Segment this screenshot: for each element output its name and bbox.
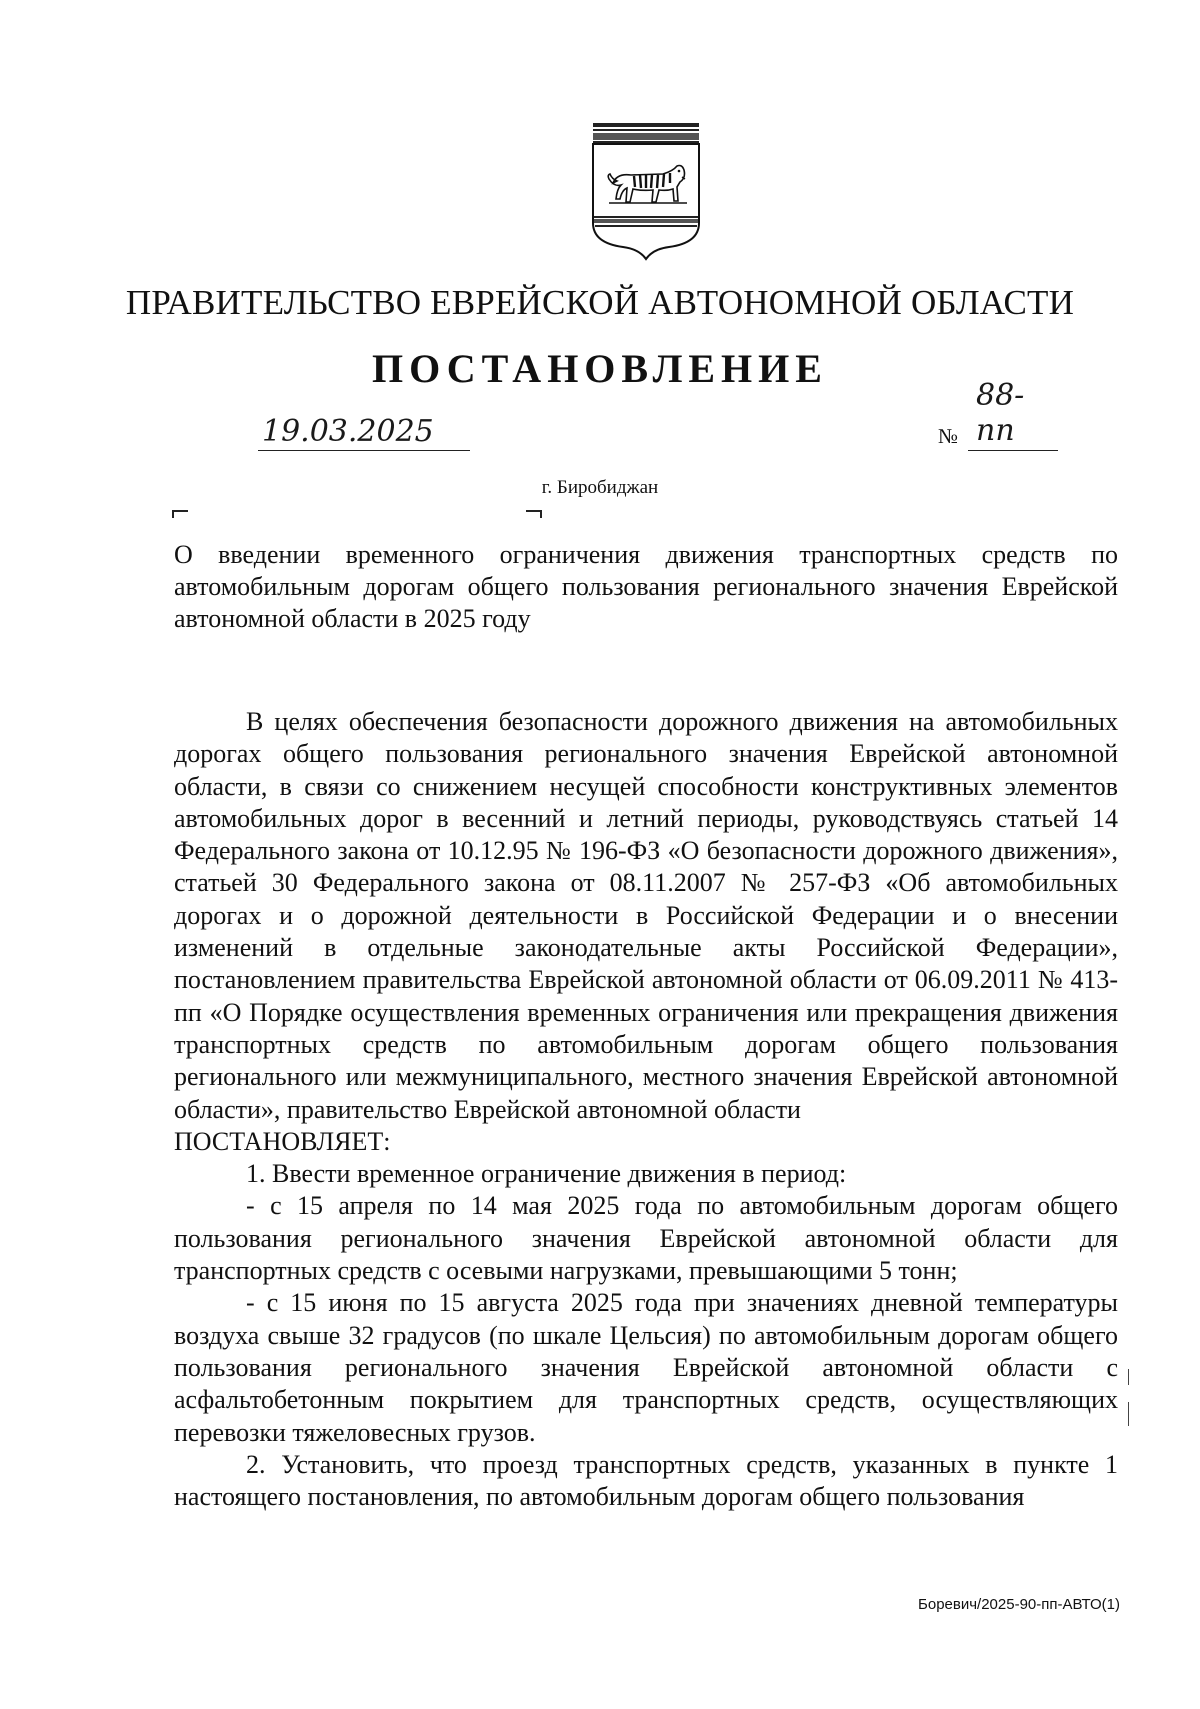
document-subject: О введении временного ограничения движения транспортных средств по автомобильным дорогам общего пользования регионального значения Еврейской автономной области в 2025 году (174, 540, 1118, 633)
organization-title: ПРАВИТЕЛЬСТВО ЕВРЕЙСКОЙ АВТОНОМНОЙ ОБЛАСТИ (125, 283, 1075, 322)
number-sign: № (938, 424, 959, 448)
item-1b-paragraph: - с 15 июня по 15 августа 2025 года при значениях дневной температуры воздуха свыше 32 градусов (по шкале Цельсия) по автомобильным дорогам общего пользования регионального значения Еврейской автономной области с асфальтобетонным покрытием для транспортных средств, осуществляющих перевозки тяжеловесных грузов. (174, 1288, 1118, 1447)
item-2-paragraph: 2. Установить, что проезд транспортных средств, указанных в пункте 1 настоящего постановления, по автомобильным дорогам общего пользования (174, 1449, 1118, 1512)
document-number-field (938, 378, 1058, 455)
decree-word: ПОСТАНОВЛЯЕТ: (174, 1126, 391, 1156)
preamble-paragraph: В целях обеспечения безопасности дорожного движения на автомобильных дорогах общего пользования регионального значения Еврейской автономной области, в связи со снижением несущей способности конструктивных элементов автомобильных дорог в весенний и летний периоды, руководствуясь статьей 14 Федерального закона от 10.12.95 № 196-ФЗ «О безопасности дорожного движения», статьей 30 Федерального закона от 08.11.2007 № 257-ФЗ «Об автомобильных дорогах и о дорожной деятельности в Российской Федерации и о внесении изменений в отдельные законодательные акты Российской Федерации», постановлением правительства Еврейской автономной области от 06.09.2011 № 413-пп «О Порядке осуществления временных ограничения или прекращения движения транспортных средств по автомобильным дорогам общего пользования регионального или межмуниципального, местного значения Еврейской автономной области», правительство Еврейской автономной области (174, 707, 1118, 1124)
item-1-paragraph: 1. Ввести временное ограничение движения в период: (246, 1159, 847, 1189)
document-type-title: ПОСТАНОВЛЕНИЕ (372, 346, 828, 391)
document-date-handwritten: 19.03.2025 (262, 414, 434, 449)
item-1a-paragraph: - с 15 апреля по 14 мая 2025 года по автомобильным дорогам общего пользования регионального значения Еврейской автономной области для транспортных средств с осевыми нагрузками, превышающими 5 тонн; (174, 1191, 1118, 1286)
document-reference-footer: Боревич/2025-90-пп-АВТО(1) (918, 1596, 1120, 1613)
document-date-field (258, 415, 470, 455)
date-underline (258, 450, 470, 451)
subject-corner-mark-right (526, 510, 542, 518)
document-number-handwritten: 88-пп (976, 378, 1025, 448)
document-body (174, 706, 1118, 1513)
coat-of-arms-tiger-icon (587, 121, 705, 262)
number-underline (968, 450, 1058, 451)
scan-margin-mark (1128, 1402, 1129, 1426)
coat-of-arms-emblem (587, 121, 705, 262)
scan-margin-mark (1128, 1369, 1129, 1385)
subject-corner-mark-left (172, 510, 188, 518)
city-line: г. Биробиджан (541, 477, 659, 498)
